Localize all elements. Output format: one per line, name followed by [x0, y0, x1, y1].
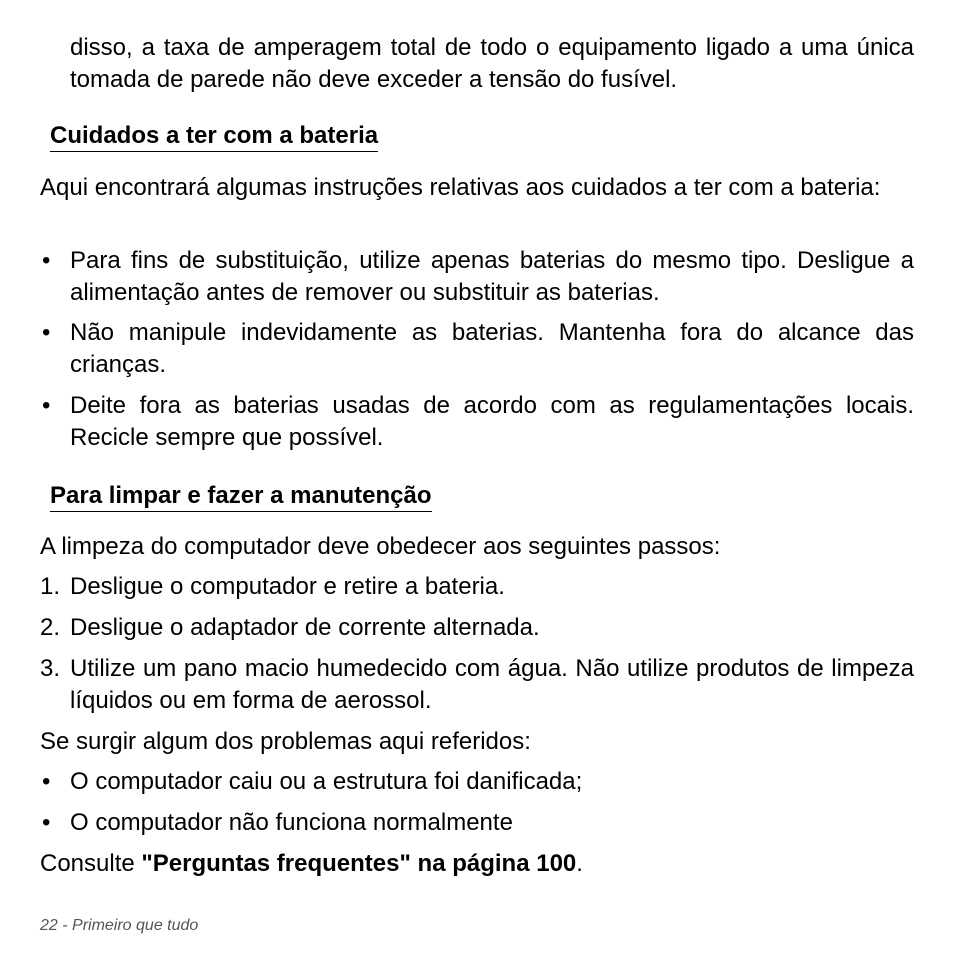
step-text: Utilize um pano macio humedecido com água. Não utilize produtos de limpeza líquidos ou em forma de aerossol.: [70, 655, 914, 714]
step-item: [40, 571, 914, 603]
list-item-text: Para fins de substituição, utilize apenas baterias do mesmo tipo. Desligue a alimentação antes de remover ou substituir as baterias.: [70, 247, 914, 306]
section-heading-cleaning-wrap: [40, 481, 432, 512]
list-item: [40, 245, 914, 309]
list-item-text: O computador não funciona normalmente: [70, 809, 513, 836]
section-heading-battery: Cuidados a ter com a bateria: [50, 121, 378, 152]
consult-suffix: .: [576, 850, 583, 877]
bullet-marker: •: [42, 809, 51, 836]
section-heading-battery-wrap: [40, 121, 378, 152]
list-item-text: Deite fora as baterias usadas de acordo com as regulamentações locais. Recicle sempre que possível.: [70, 392, 914, 451]
step-number: 1.: [40, 573, 61, 600]
bullet-marker: •: [42, 392, 51, 419]
consult-line: [40, 848, 914, 880]
bullet-marker: •: [42, 768, 51, 795]
list-item-text: Não manipule indevidamente as baterias. Mantenha fora do alcance das crianças.: [70, 319, 914, 378]
cleaning-intro: A limpeza do computador deve obedecer aos seguintes passos:: [40, 533, 721, 560]
list-item: [40, 766, 914, 798]
faq-page-link[interactable]: "Perguntas frequentes" na página 100: [141, 850, 577, 877]
step-item: [40, 612, 914, 644]
step-number: 3.: [40, 655, 61, 682]
step-number: 2.: [40, 614, 61, 641]
bullet-marker: •: [42, 247, 51, 274]
problems-intro: Se surgir algum dos problemas aqui referidos:: [40, 728, 531, 755]
bullet-marker: •: [42, 319, 51, 346]
list-item: [40, 317, 914, 381]
list-item: [40, 390, 914, 454]
intro-continuation: disso, a taxa de amperagem total de todo o equipamento ligado a uma única tomada de parede não deve exceder a tensão do fusível.: [70, 34, 914, 93]
consult-prefix: Consulte: [40, 850, 142, 877]
step-item: [40, 653, 914, 717]
list-item: [40, 807, 914, 839]
section-heading-cleaning: Para limpar e fazer a manutenção: [50, 481, 432, 512]
list-item-text: O computador caiu ou a estrutura foi danificada;: [70, 768, 583, 795]
page-footer: 22 - Primeiro que tudo: [40, 917, 199, 934]
battery-intro: Aqui encontrará algumas instruções relativas aos cuidados a ter com a bateria:: [40, 174, 881, 201]
step-text: Desligue o adaptador de corrente alternada.: [70, 614, 540, 641]
step-text: Desligue o computador e retire a bateria.: [70, 573, 505, 600]
